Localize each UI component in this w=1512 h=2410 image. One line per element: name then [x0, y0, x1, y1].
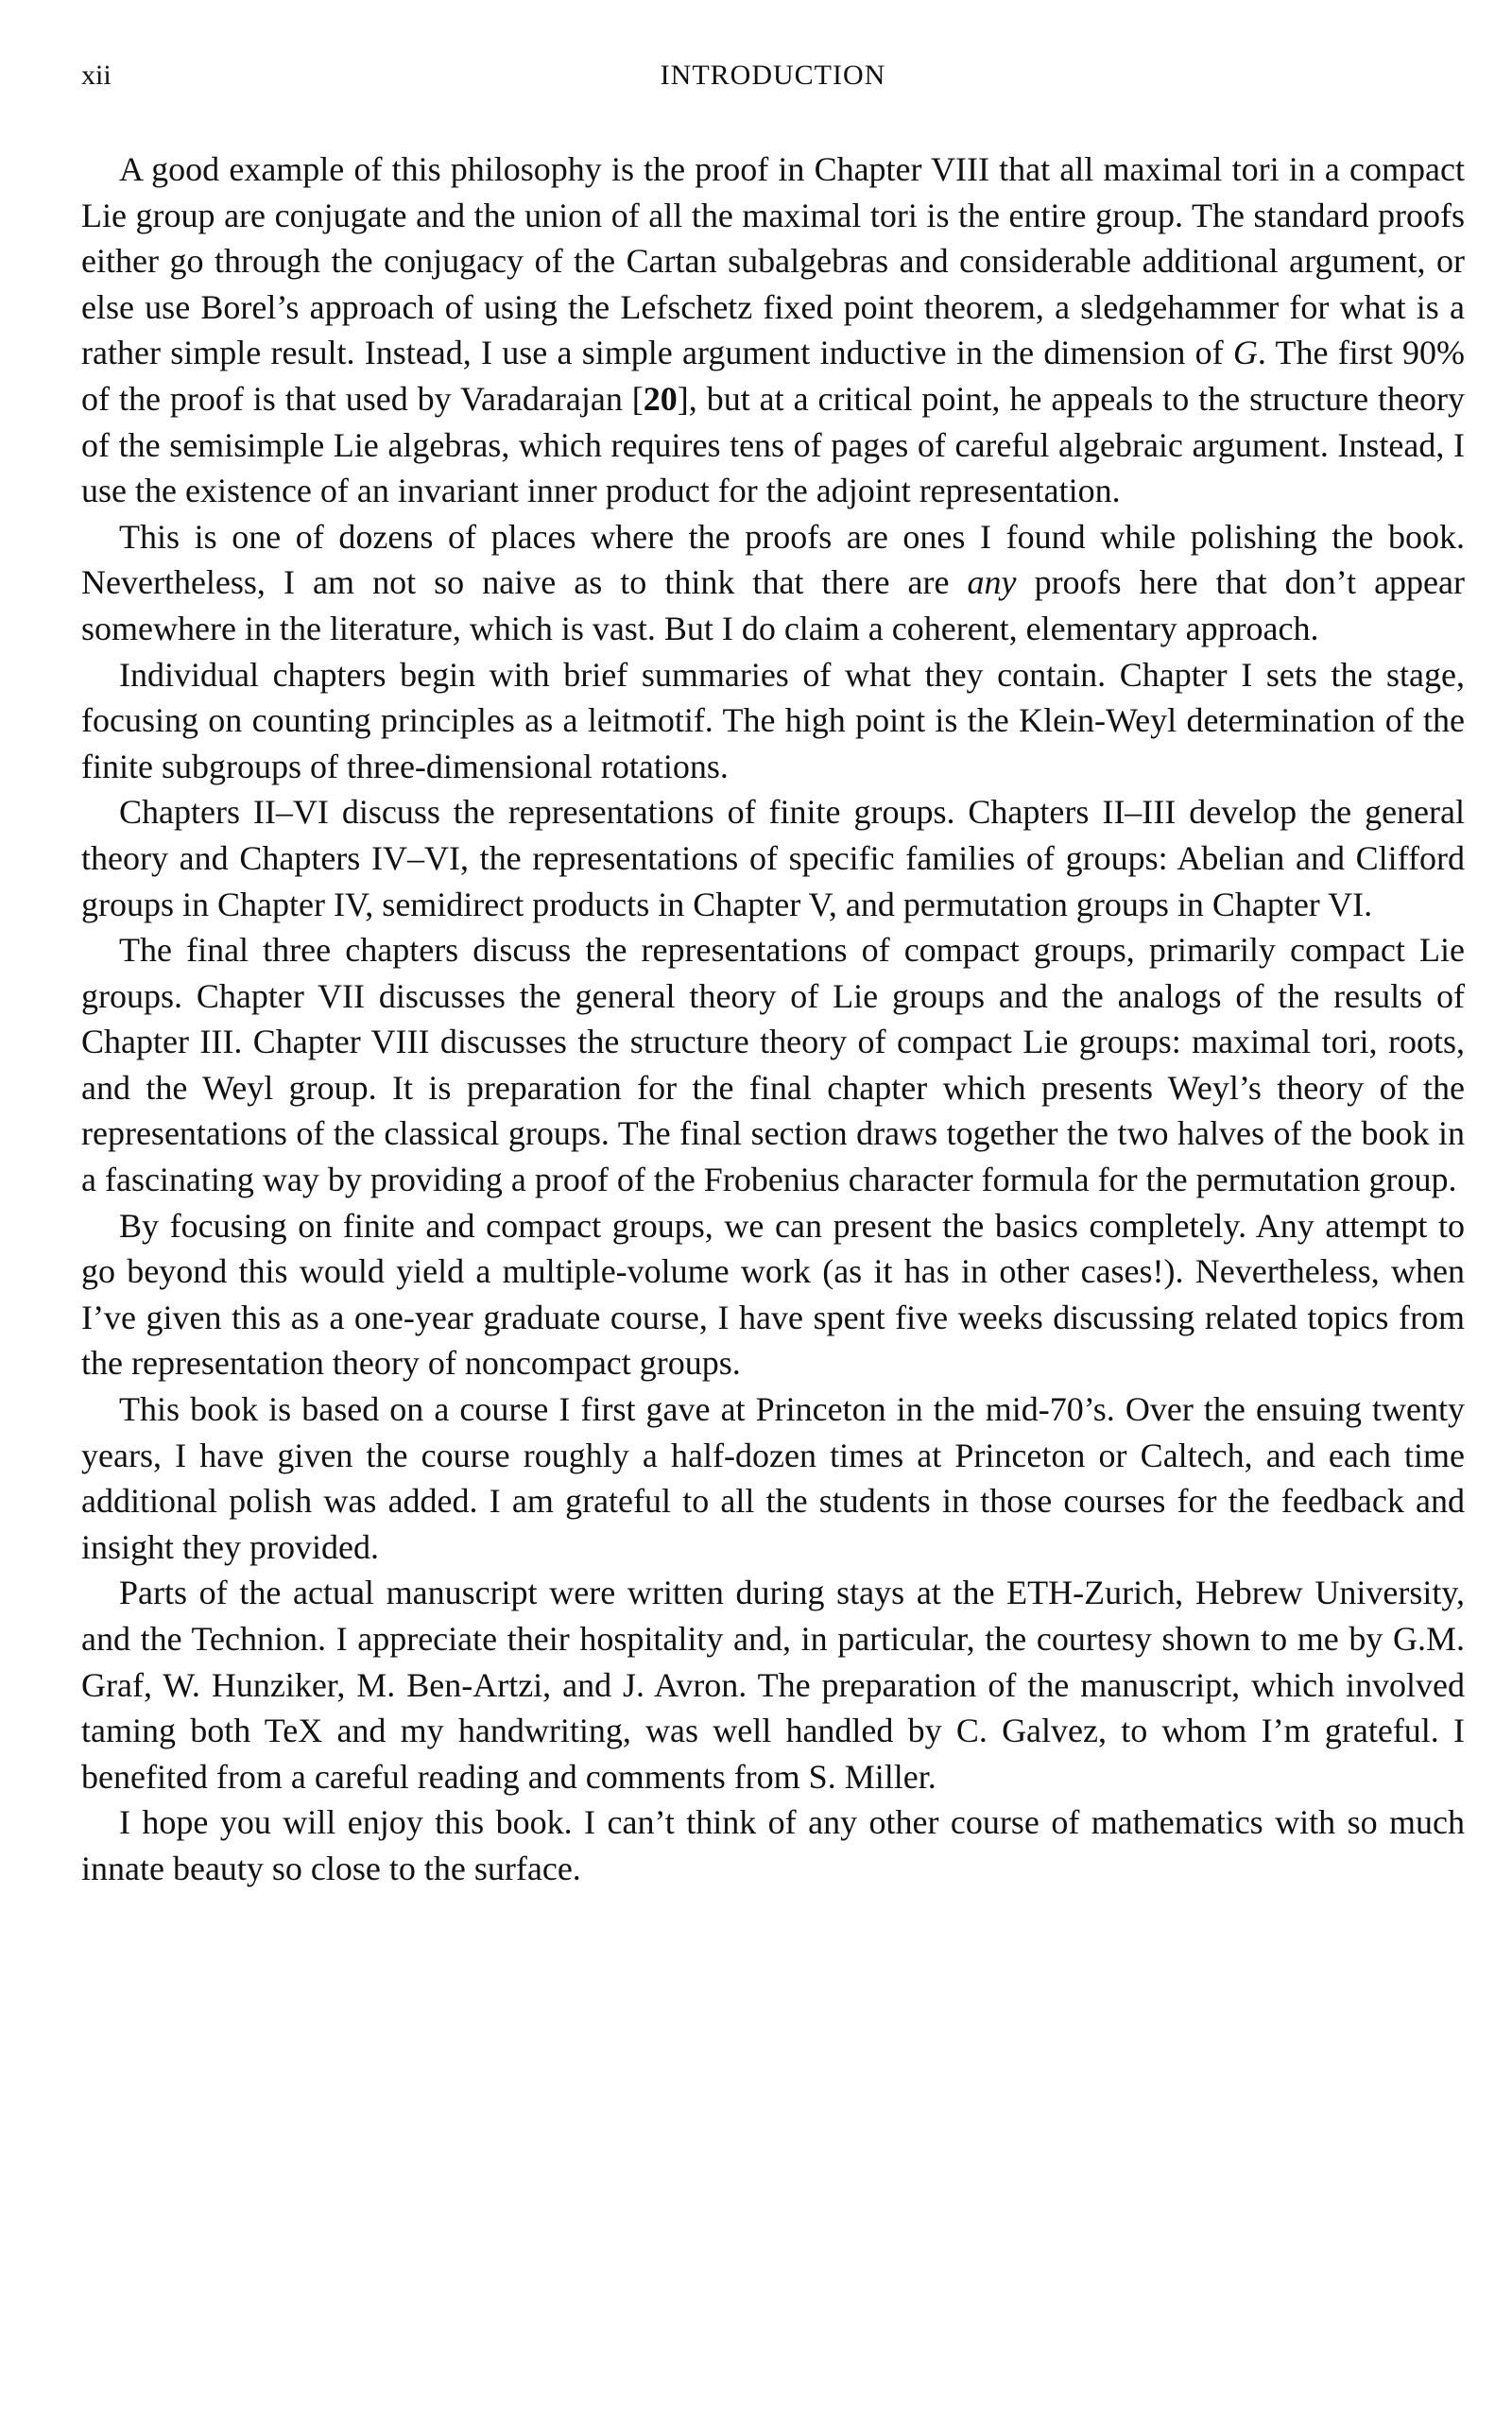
- book-page: [81, 57, 1465, 1892]
- page-number: xii: [81, 60, 112, 91]
- math-variable: G: [1232, 334, 1258, 372]
- paragraph-maximal-tori-example: [81, 146, 1465, 514]
- running-title: INTRODUCTION: [660, 60, 886, 91]
- paragraph-text: proofs here that don’t appear somewhere in the literature, which is vast. But I do claim a coherent, elementary approach.: [81, 563, 1465, 647]
- paragraph-proofs-found: [81, 514, 1465, 652]
- paragraph-acknowledgments: Parts of the actual manuscript were written during stays at the ETH-Zurich, Hebrew University, and the Technion. I appreciate their hospitality and, in particular, the courtesy shown to me by G.M. Graf, W. Hunziker, M. Ben-Artzi, and J. Avron. The preparation of the manuscript, which involved taming both TeX and my handwriting, was well handled by C. Galvez, to whom I’m grateful. I benefited from a careful reading and comments from S. Miller.: [81, 1574, 1465, 1796]
- emphasized-word: any: [967, 563, 1017, 602]
- paragraph-text: This is one of dozens of places where the proofs are ones I found while polishing the book. Nevertheless, I am not so naive as to think that there are: [81, 517, 1465, 602]
- paragraph-text: A good example of this philosophy is the proof in Chapter VIII that all maximal tori in a compact Lie group are conjugate and the union of all the maximal tori is the entire group. The standard proofs either go through the conjugacy of the Cartan subalgebras and considerable additional argument, or else use Borel’s approach of using the Lefschetz fixed point theorem, a sledgehammer for what is a rather simple result. Instead, I use a simple argument inductive in the dimension of: [81, 150, 1465, 372]
- body-text: [81, 146, 1465, 1892]
- paragraph-closing: I hope you will enjoy this book. I can’t think of any other course of mathematics with so much innate beauty so close to the surface.: [81, 1803, 1465, 1887]
- paragraph-chapter-summaries: Individual chapters begin with brief summaries of what they contain. Chapter I sets the stage, focusing on counting principles as a leitmotif. The high point is the Klein-Weyl determination of the finite subgroups of three-dimensional rotations.: [81, 655, 1465, 785]
- running-header: [81, 57, 1465, 95]
- paragraph-finite-groups-chapters: Chapters II–VI discuss the representations of finite groups. Chapters II–III develop the general theory and Chapters IV–VI, the representations of specific families of groups: Abelian and Clifford groups in Chapter IV, semidirect products in Chapter V, and permutation groups in Chapter VI.: [81, 793, 1465, 923]
- paragraph-compact-groups-chapters: The final three chapters discuss the representations of compact groups, primarily compact Lie groups. Chapter VII discusses the general theory of Lie groups and the analogs of the results of Chapter III. Chapter VIII discusses the structure theory of compact Lie groups: maximal tori, roots, and the Weyl group. It is preparation for the final chapter which presents Weyl’s theory of the representations of the classical groups. The final section draws together the two halves of the book in a fascinating way by providing a proof of the Frobenius character formula for the permutation group.: [81, 931, 1465, 1199]
- paragraph-course-history: This book is based on a course I first gave at Princeton in the mid-70’s. Over the ensuing twenty years, I have given the course roughly a half-dozen times at Princeton or Caltech, and each time additional polish was added. I am grateful to all the students in those courses for the feedback and insight they provided.: [81, 1390, 1465, 1566]
- paragraph-scope: By focusing on finite and compact groups, we can present the basics completely. Any attempt to go beyond this would yield a multiple-volume work (as it has in other cases!). Nevertheless, when I’ve given this as a one-year graduate course, I have spent five weeks discussing related topics from the representation theory of noncompact groups.: [81, 1206, 1465, 1383]
- paragraph-text: ], but at a critical point, he appeals to the structure theory of the semisimple Lie algebras, which requires tens of pages of careful algebraic argument. Instead, I use the existence of an invariant inner product for the adjoint representation.: [81, 379, 1465, 510]
- citation-reference: 20: [643, 379, 678, 418]
- paragraph-text: . The first 90% of the proof is that used by Varadarajan [: [81, 334, 1466, 418]
